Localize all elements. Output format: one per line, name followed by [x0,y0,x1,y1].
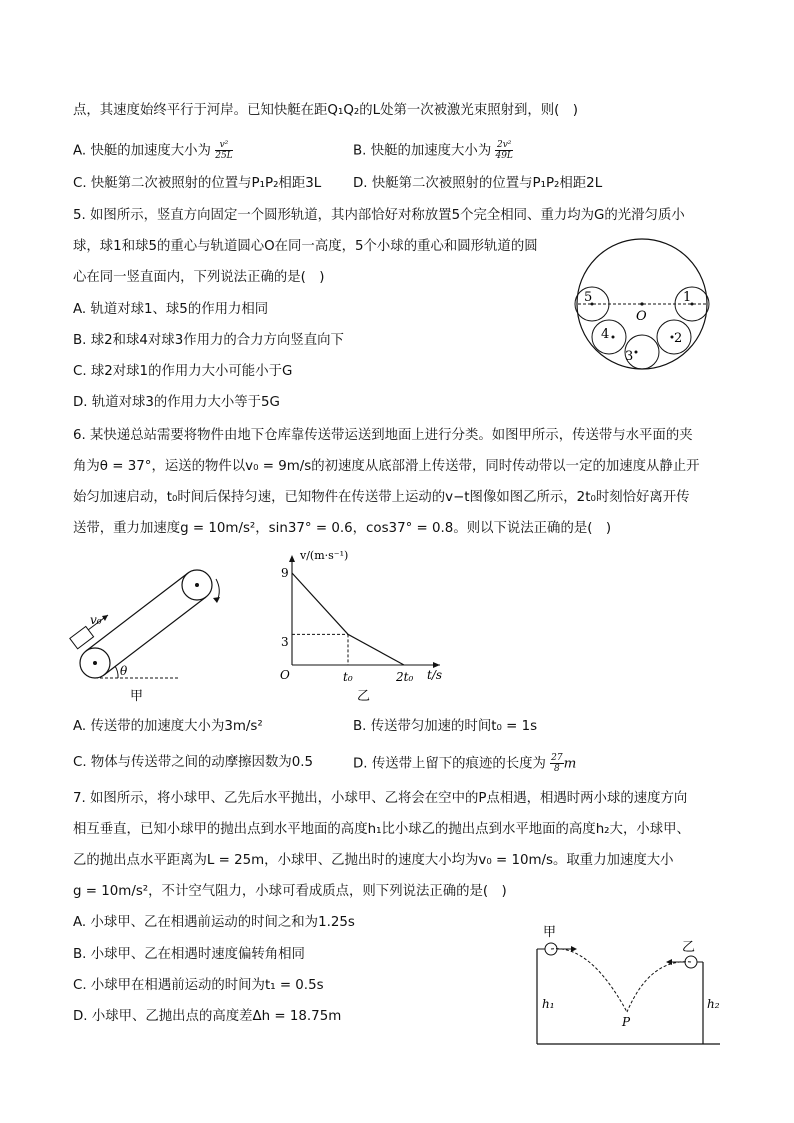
q5-option-b[interactable]: B. 球2和球4对球3作用力的合力方向竖直向下 [73,333,344,348]
q4-option-b[interactable] [353,140,513,162]
q6-fig-yi-caption: 乙 [357,689,371,704]
q4-stem-tail: 点，其速度始终平行于河岸。已知快艇在距Q₁Q₂的L处第一次被激光束照射到，则( ) [73,103,579,118]
q4-option-a-text: A. 快艇的加速度大小为 [73,143,211,159]
q6-stem-line4: 送带，重力加速度g = 10m/s²，sin37° = 0.6，cos37° = 0.8。则以下说法正确的是( ) [73,521,612,536]
vt-origin-label: O [280,668,290,682]
q5-circle-figure [568,238,718,373]
vt-xtick-2t0: 2t₀ [396,670,414,684]
vt-xtick-t0: t₀ [343,670,353,684]
q4-option-a-fraction: $\frac{\text{v²}}{25L}$ [215,140,233,161]
q6-stem-line2: 角为θ = 37°，运送的物件以v₀ = 9m/s的初速度从底部滑上传送带，同时传动带以一定的加速度从静止开 [73,459,700,474]
q6-option-d-unit: m [563,756,577,772]
q4-option-c[interactable]: C. 快艇第二次被照射的位置与P₁P₂相距3L [73,176,322,191]
q4-option-d[interactable]: D. 快艇第二次被照射的位置与P₁P₂相距2L [353,176,603,191]
q5-option-c[interactable]: C. 球2对球1的作用力大小可能小于G [73,364,293,379]
vt-ytick-9: 9 [281,566,289,580]
q6-vt-chart [275,545,455,705]
q5-option-a[interactable]: A. 轨道对球1、球5的作用力相同 [73,302,269,317]
q7-projectile-figure [530,920,725,1050]
q5-stem-line3: 心在同一竖直面内，下列说法正确的是( ) [73,270,325,285]
q4-option-b-fraction: $\frac{\text{2v²}}{49L}$ [495,140,513,161]
q6-theta-label: θ [120,664,128,678]
q6-stem-line1: 6. 某快递总站需要将物件由地下仓库靠传送带运送到地面上进行分类。如图甲所示，传送带与水平面的夹 [73,428,693,443]
q5-ball3-label: 3 [625,349,634,364]
q7-option-a[interactable]: A. 小球甲、乙在相遇前运动的时间之和为1.25s [73,915,355,930]
q6-v0-label: v₀ [90,613,102,627]
q5-ball4-label: 4 [601,327,610,342]
q5-stem-line1: 5. 如图所示，竖直方向固定一个圆形轨道，其内部恰好对称放置5个完全相同、重力均为G的光滑匀质小 [73,208,685,223]
q5-stem-line2: 球，球1和球5的重心与轨道圆心O在同一高度，5个小球的重心和圆形轨道的圆 [73,239,538,254]
q7-p-label: P [622,1015,631,1029]
q5-ball1-label: 1 [683,290,692,305]
q6-conveyor-figure [68,560,248,705]
q5-center-label: O [636,309,647,324]
vt-y-arrow [289,555,295,562]
q6-option-d-text: D. 传送带上留下的痕迹的长度为 [353,756,546,772]
q7-option-d[interactable]: D. 小球甲、乙抛出点的高度差Δh = 18.75m [73,1009,342,1024]
q6-option-d[interactable] [353,753,576,775]
vt-x-axis-label: t/s [427,668,443,682]
q7-option-b[interactable]: B. 小球甲、乙在相遇时速度偏转角相同 [73,947,305,962]
q7-stem-line1: 7. 如图所示，将小球甲、乙先后水平抛出，小球甲、乙将会在空中的P点相遇，相遇时两小球的速度方向 [73,791,688,806]
q7-jia-label: 甲 [543,925,557,940]
q5-option-d[interactable]: D. 轨道对球3的作用力大小等于5G [73,395,280,410]
q7-stem-line4: g = 10m/s²，不计空气阻力，小球可看成质点，则下列说法正确的是( ) [73,884,507,899]
vt-line-segment-2 [348,634,404,665]
q7-option-c[interactable]: C. 小球甲在相遇前运动的时间为t₁ = 0.5s [73,978,324,993]
q6-option-c[interactable]: C. 物体与传送带之间的动摩擦因数为0.5 [73,755,314,770]
q7-h2-label: h₂ [707,997,720,1011]
q7-stem-line3: 乙的抛出点水平距离为L = 25m，小球甲、乙抛出时的速度大小均为v₀ = 10m/s。取重力加速度大小 [73,853,674,868]
q6-option-d-fraction: $\frac{27}{8}$ [551,753,563,774]
q7-h1-label: h₁ [542,997,555,1011]
q7-yi-label: 乙 [682,940,696,955]
q4-option-b-text: B. 快艇的加速度大小为 [353,143,492,159]
q5-ball2-label: 2 [674,331,683,346]
vt-ytick-3: 3 [281,635,289,649]
q5-ball5-label: 5 [584,290,593,305]
q6-option-b[interactable]: B. 传送带匀加速的时间t₀ = 1s [353,719,538,734]
vt-line-segment-1 [292,573,348,634]
vt-y-axis-label: v/(m·s⁻¹) [300,549,349,562]
q6-fig-jia-caption: 甲 [130,689,144,704]
q7-stem-line2: 相互垂直，已知小球甲的抛出点到水平地面的高度h₁比小球乙的抛出点到水平地面的高度h₂大，小球甲、 [73,822,690,837]
q4-option-a[interactable] [73,140,233,162]
q6-stem-line3: 始匀加速启动，t₀时间后保持匀速，已知物件在传送带上运动的v−t图像如图乙所示，2t₀时刻恰好离开传 [73,490,690,505]
q6-option-a[interactable]: A. 传送带的加速度大小为3m/s² [73,719,263,734]
